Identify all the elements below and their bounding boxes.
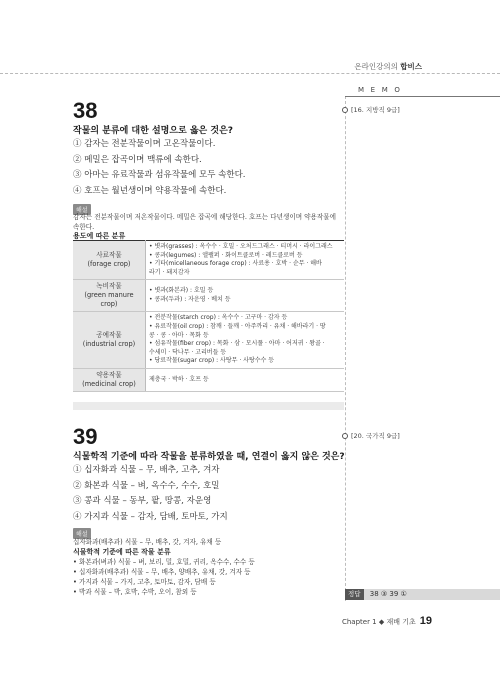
memo-column — [345, 96, 346, 601]
table-items — [146, 312, 345, 369]
header-divider — [0, 73, 500, 74]
q38-number: 38 — [73, 98, 98, 123]
q38-explain-badge: 해설 — [73, 204, 91, 215]
q39-option-4: ④ 가지과 식물 – 감자, 담배, 토마토, 가지 — [73, 511, 228, 522]
table-items — [146, 280, 345, 312]
answer-label: 정답 — [345, 589, 364, 600]
q39-explain-badge: 해설 — [73, 528, 91, 539]
memo-top-line — [345, 96, 500, 97]
brand-label: 온라인강의의 합비스 — [354, 62, 422, 71]
table-item: • 볏과(화본과) : 호밀 등 — [149, 287, 214, 295]
category-english: (green manure crop) — [84, 291, 134, 309]
table-item: 제충국 · 박하 · 호프 등 — [149, 375, 209, 383]
list-item: • 화본과(벼과) 식물 – 벼, 보리, 밀, 호밀, 귀리, 옥수수, 수수 등 — [73, 558, 255, 566]
list-item: • 십자화과(배추과) 식물 – 무, 배추, 양배추, 유채, 갓, 겨자 등 — [73, 568, 251, 576]
q39-question: 식물학적 기준에 따라 작물을 분류하였을 때, 연결이 옳지 않은 것은? — [73, 452, 345, 462]
q38-option-1: ① 감자는 전분작물이며 고온작물이다. — [73, 139, 216, 149]
q38-option-2: ② 메밀은 잡곡이며 맥류에 속한다. — [73, 154, 202, 165]
table-item: • 유료작물(oil crop) : 참깨 · 들깨 · 아주까리 · 유채 · 해바라기 · 땅 — [149, 322, 326, 330]
bullet-dot-icon — [342, 433, 348, 439]
q39-options — [73, 463, 228, 525]
table-item: • 기타(micellaneous forage crop) : 사료용 · 호박 · 순무 · 해바 — [149, 260, 322, 268]
table-item: • 콩과(legumes) : 앨팰퍼 · 화이트클로버 · 레드클로버 등 — [149, 251, 303, 259]
table-category — [73, 368, 146, 391]
table-category — [73, 280, 146, 312]
q39-option-3: ③ 콩과 식물 – 동부, 팥, 땅콩, 자운영 — [73, 496, 212, 506]
category-english: (forage crop) — [87, 260, 131, 269]
q38-options — [73, 137, 246, 199]
table-row — [73, 280, 344, 312]
q38-explanation: 감자는 전분작물이며 저온작물이다. 메밀은 잡곡에 해당한다. 호프는 다년생이며 약용작물에 속한다. — [73, 213, 337, 231]
page-number: 19 — [419, 615, 432, 627]
table-item: 수세미 · 닥나무 · 고리버들 등 — [149, 348, 227, 356]
q39-source-text: [20. 국가직 9급] — [351, 432, 400, 440]
answer-bar — [345, 589, 500, 600]
chapter-label: Chapter 1 ◆ 재배 기초 — [341, 618, 416, 626]
category-english: (medicinal crop) — [82, 379, 136, 388]
q38-question: 작물의 분류에 대한 설명으로 옳은 것은? — [73, 126, 233, 136]
category-name: 약용작물 — [96, 370, 122, 379]
section-separator-band — [73, 402, 344, 410]
answer-text: 38 ③ 39 ① — [369, 590, 407, 598]
memo-title: M E M O — [358, 86, 403, 94]
table-category — [73, 312, 146, 369]
category-english: (industrial crop) — [82, 340, 136, 349]
q38-source-ref — [342, 105, 400, 114]
table-items — [146, 368, 345, 391]
category-name: 사료작물 — [96, 251, 122, 260]
list-item: • 박과 식물 – 박, 호박, 수박, 오이, 참외 등 — [73, 588, 197, 596]
table-row — [73, 312, 344, 369]
q39-classification-list — [73, 557, 255, 597]
q38-source-text: [16. 지방직 9급] — [351, 106, 400, 114]
q38-option-4: ④ 호프는 월년생이며 약용작물에 속한다. — [73, 185, 227, 196]
category-name: 공예작물 — [96, 331, 122, 340]
table-row — [73, 368, 344, 391]
q39-explanation: 십자화과(배추과) 식물 – 무, 배추, 갓, 겨자, 유채 등 — [73, 538, 222, 546]
q39-option-1: ① 십자화과 식물 – 무, 배추, 고추, 겨자 — [73, 465, 220, 475]
q38-option-3: ③ 아마는 유료작물과 섬유작물에 모두 속한다. — [73, 170, 246, 180]
list-item: • 가지과 식물 – 가지, 고추, 토마토, 감자, 담배 등 — [73, 578, 216, 586]
table-items — [146, 241, 345, 280]
table-item: • 볏과(grasses) : 옥수수 · 호밀 · 오처드그래스 · 티머시 · 라이그래스 — [149, 243, 333, 250]
brand-name: 합비스 — [400, 62, 422, 71]
table-category — [73, 241, 146, 280]
table-item: • 전분작물(starch crop) : 옥수수 · 고구마 · 감자 등 — [149, 314, 288, 322]
bullet-dot-icon — [342, 107, 348, 113]
table-item: • 당료작물(sugar crop) : 사탕무 · 사탕수수 등 — [149, 357, 275, 365]
q38-table-title: 용도에 따른 분류 — [73, 232, 126, 240]
table-row — [73, 241, 344, 280]
q39-source-ref — [342, 431, 400, 440]
q39-list-title: 식물학적 기준에 따른 작물 분류 — [73, 548, 171, 556]
table-item: • 섬유작물(fiber crop) : 목화 · 삼 · 모시풀 · 아마 · 어저귀 · 왕골 · — [149, 340, 325, 348]
table-item: 라기 · 돼지감자 — [149, 268, 190, 276]
crop-usage-table — [73, 240, 344, 392]
q39-option-2: ② 화본과 식물 – 벼, 옥수수, 수수, 호밀 — [73, 480, 220, 491]
q39-number: 39 — [73, 424, 98, 449]
table-item: • 콩과(두과) : 자운영 · 베치 등 — [149, 295, 231, 303]
page-footer — [342, 615, 432, 627]
brand-prefix: 온라인강의 — [354, 62, 391, 71]
table-item: 콩 · 콩 · 아마 · 목화 등 — [149, 331, 209, 339]
category-name: 녹비작물 — [96, 282, 122, 291]
